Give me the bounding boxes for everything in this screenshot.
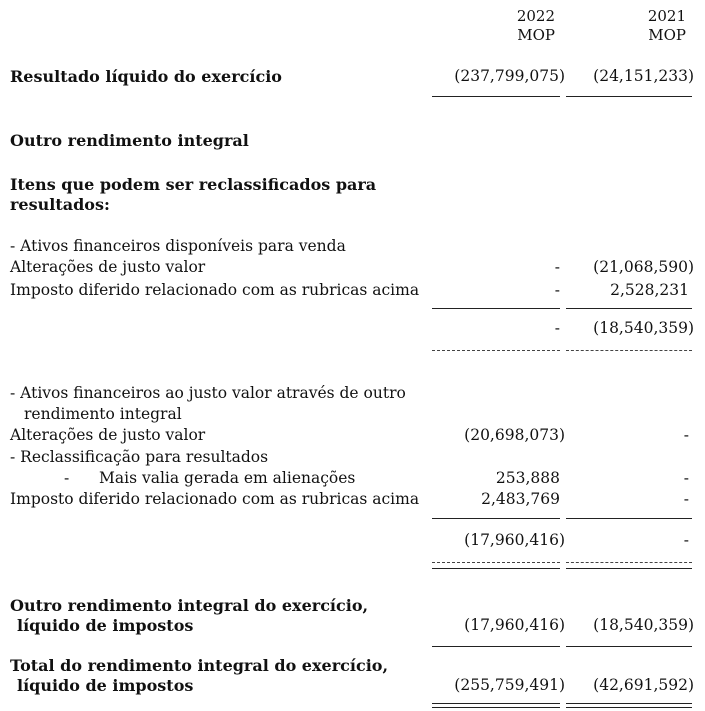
dashed-rule-fvoci-2021 (566, 562, 692, 563)
fvoci-title-line2: rendimento integral (24, 405, 182, 423)
fvoci-subtotal-2022: (17,960,416) (464, 531, 565, 549)
fvoci-subtotal-2021: - (683, 531, 689, 549)
fvoci-row-label: - Reclassificação para resultados (10, 448, 269, 466)
net-result-label: Resultado líquido do exercício (10, 67, 282, 86)
oci-total-label-line1: Outro rendimento integral do exercício, (10, 596, 369, 615)
column-header-2021 (648, 7, 686, 45)
oci-heading: Outro rendimento integral (10, 131, 249, 150)
column-year-2021: 2021 (647, 7, 686, 25)
fvoci-row-2022: 2,483,769 (481, 490, 560, 508)
rule-fvoci-under-2022 (432, 568, 560, 569)
rule-fvoci-under-2021 (566, 568, 692, 569)
column-currency-2021: MOP (648, 26, 686, 44)
fvoci-row-label: Imposto diferido relacionado com as rubricas acima (10, 490, 420, 508)
fvoci-row-2022: 253,888 (495, 469, 560, 487)
oci-total-2021: (18,540,359) (593, 616, 694, 634)
net-result-2021: (24,151,233) (593, 67, 694, 85)
reclass-heading-line2: resultados: (10, 195, 110, 214)
total-ci-2021: (42,691,592) (593, 676, 694, 694)
column-currency-2022: MOP (517, 26, 555, 44)
fvoci-row-2021: - (683, 469, 689, 487)
total-ci-label-line2: líquido de impostos (17, 676, 194, 695)
column-header-2022 (517, 7, 555, 45)
rule-oci-total-2022 (432, 646, 560, 647)
column-year-2022: 2022 (516, 7, 555, 25)
afs-row-label: Imposto diferido relacionado com as rubricas acima (10, 281, 420, 299)
double-rule-total-2021 (566, 703, 692, 708)
fvoci-row-2021: - (683, 426, 689, 444)
afs-row-2022: - (554, 258, 560, 276)
rule-oci-total-2021 (566, 646, 692, 647)
rule-net-result-2021 (566, 96, 692, 97)
rule-net-result-2022 (432, 96, 560, 97)
total-ci-label-line1: Total do rendimento integral do exercício, (10, 656, 389, 675)
dashed-rule-fvoci-2022 (432, 562, 560, 563)
rule-afs-2021 (566, 308, 692, 309)
rule-afs-2022 (432, 308, 560, 309)
afs-subtotal-2021: (18,540,359) (593, 319, 694, 337)
fvoci-row-2022: (20,698,073) (464, 426, 565, 444)
dashed-rule-afs-2021 (566, 350, 692, 351)
fvoci-row-label: Mais valia gerada em alienações (99, 469, 356, 487)
fvoci-row-label: Alterações de justo valor (10, 426, 206, 444)
dashed-rule-afs-2022 (432, 350, 560, 351)
afs-row-2021: 2,528,231 (610, 281, 689, 299)
afs-subtotal-2022: - (554, 319, 560, 337)
double-rule-total-2022 (432, 703, 560, 708)
afs-row-2021: (21,068,590) (593, 258, 694, 276)
fvoci-title-line1: - Ativos financeiros ao justo valor através de outro (10, 384, 406, 402)
oci-total-2022: (17,960,416) (464, 616, 565, 634)
oci-total-label-line2: líquido de impostos (17, 616, 194, 635)
fvoci-row-2021: - (683, 490, 689, 508)
reclass-heading-line1: Itens que podem ser reclassificados para (10, 175, 377, 194)
net-result-2022: (237,799,075) (454, 67, 565, 85)
afs-row-label: Alterações de justo valor (10, 258, 206, 276)
fvoci-row-dash: - (64, 469, 70, 487)
afs-title: - Ativos financeiros disponíveis para venda (10, 237, 346, 255)
rule-fvoci-2022 (432, 518, 560, 519)
total-ci-2022: (255,759,491) (454, 676, 565, 694)
afs-row-2022: - (554, 281, 560, 299)
rule-fvoci-2021 (566, 518, 692, 519)
